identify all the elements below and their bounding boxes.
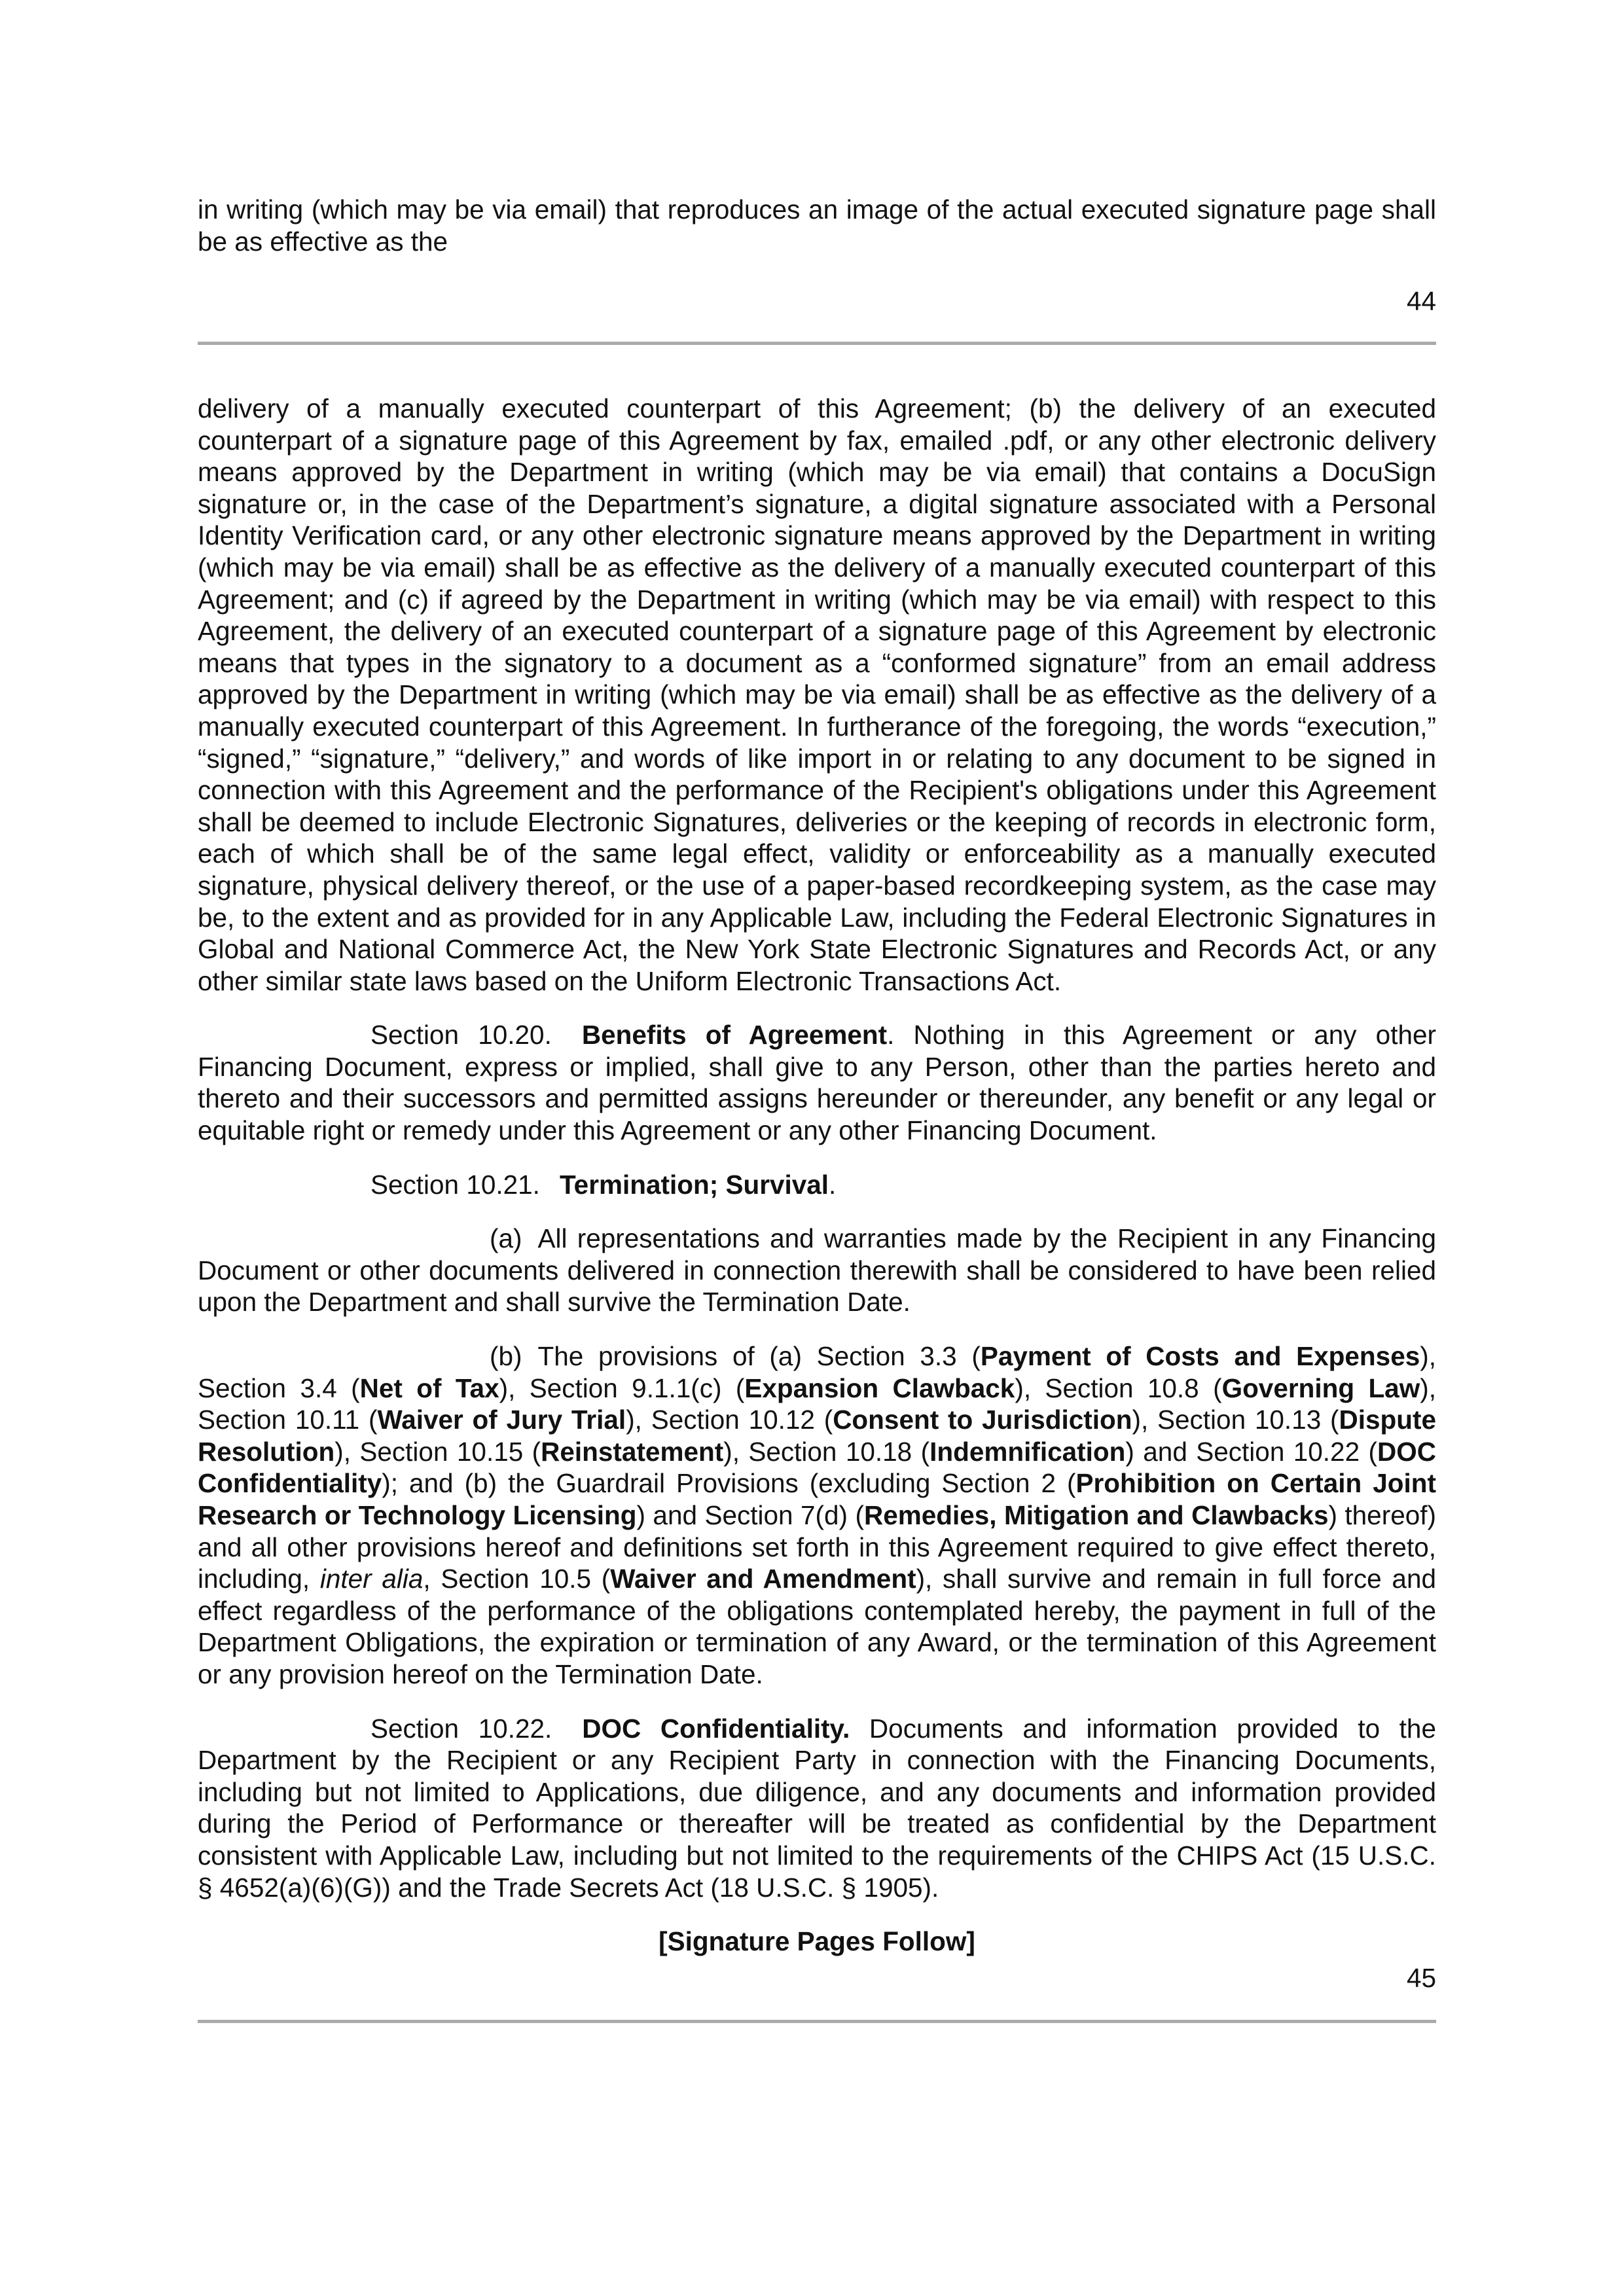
clause-b-text: ), Section 9.1.1(c) ( [499,1372,745,1403]
clause-b-bold: Reinstatement [541,1436,724,1467]
previous-page-fragment [198,194,1436,257]
page-number-45: 45 [1406,1963,1436,1993]
fragment-paragraph: in writing (which may be via email) that reproduces an image of the actual executed signature page shall be as effective as the [198,194,1436,257]
page-number-44: 44 [1406,286,1436,316]
clause-b-text: ), Section 3.4 ( [198,1341,1436,1403]
section-10-21-a [198,1223,1436,1318]
section-10-20-title: Benefits of Agreement [581,1020,888,1050]
clause-a-label: (a) [490,1223,522,1254]
clause-b-bold: Waiver and Amendment [610,1564,916,1594]
clause-b-text: ); and (b) the Guardrail Provisions (excluding Section 2 ( [382,1468,1076,1499]
clause-b-italic: inter alia [319,1564,424,1594]
clause-b-text: ), Section 10.8 ( [1015,1372,1222,1403]
clause-b-text: ) thereof) and all other provisions hereof and definitions set forth in this Agreement required to give effect thereto, including, [198,1500,1436,1594]
section-10-21-period: . [829,1169,837,1200]
clause-b-text: ), Section 10.18 ( [723,1436,930,1467]
page-divider-1 [198,342,1436,345]
section-10-22 [198,1713,1436,1904]
signature-pages-note: [Signature Pages Follow] [659,1926,975,1957]
clause-b-text: ), Section 10.11 ( [198,1372,1436,1435]
clause-b-bold: Remedies, Mitigation and Clawbacks [863,1500,1329,1530]
clause-b-text: ), Section 10.12 ( [626,1405,833,1435]
section-10-22-title: DOC Confidentiality. [582,1713,850,1744]
clause-b-text: The provisions of (a) Section 3.3 ( [537,1341,981,1372]
clause-b-bold: Dispute Resolution [198,1405,1437,1467]
clause-b-label: (b) [490,1341,522,1372]
clause-b-bold: Waiver of Jury Trial [377,1405,626,1435]
clause-b-bold: Prohibition on Certain Joint Research or Technology Licensing [198,1468,1437,1530]
section-10-21-heading [198,1169,1436,1201]
clause-b-text: ), Section 10.15 ( [334,1436,541,1467]
section-10-21-title: Termination; Survival [559,1169,829,1200]
section-10-20-label: Section 10.20. [370,1020,552,1050]
clause-b-text: ), shall survive and remain in full force and effect regardless of the performance of the obligations contemplated hereby, the payment in full of the Department Obligations, the expiration or termination of any Award, or the termination of this Agreement or any provision hereof on the Termination Date. [198,1564,1436,1689]
section-10-20-text: . Nothing in this Agreement or any other Financing Document, express or implied, shall give to any Person, other than the parties hereto and thereto and their successors and permitted assigns hereunder or thereunder, any benefit or any legal or equitable right or remedy under this Agreement or any other Financing Document. [198,1020,1436,1146]
clause-b-text: ) and Section 7(d) ( [636,1500,864,1530]
clause-b-bold: Net of Tax [359,1372,499,1403]
paragraph-counterpart-delivery: delivery of a manually executed counterpart of this Agreement; (b) the delivery of an executed counterpart of a signature page of this Agreement by fax, emailed .pdf, or any other electronic delivery means approved by the Department in writing (which may be via email) that contains a DocuSign signature or, in the case of the Department’s signature, a digital signature associated with a Personal Identity Verification card, or any other electronic signature means approved by the Department in writing (which may be via email) shall be as effective as the delivery of a manually executed counterpart of this Agreement; and (c) if agreed by the Department in writing (which may be via email) with respect to this Agreement, the delivery of an executed counterpart of a signature page of this Agreement by electronic means that types in the signatory to a document as a “conformed signature” from an email address approved by the Department in writing (which may be via email) shall be as effective as the delivery of a manually executed counterpart of this Agreement. In furtherance of the foregoing, the words “execution,” “signed,” “signature,” “delivery,” and words of like import in or relating to any document to be signed in connection with this Agreement and the performance of the Recipient's obligations under this Agreement shall be deemed to include Electronic Signatures, deliveries or the keeping of records in electronic form, each of which shall be of the same legal effect, validity or enforceability as a manually executed signature, physical delivery thereof, or the use of a paper-based recordkeeping system, as the case may be, to the extent and as provided for in any Applicable Law, including the Federal Electronic Signatures in Global and National Commerce Act, the New York State Electronic Signatures and Records Act, or any other similar state laws based on the Uniform Electronic Transactions Act. [198,393,1436,996]
clause-b-bold: Payment of Costs and Expenses [980,1341,1420,1372]
section-10-22-text: Documents and information provided to the Department by the Recipient or any Recipient Party in connection with the Financing Documents, including but not limited to Applications, due diligence, and any documents and information provided during the Period of Performance or thereafter will be treated as confidential by the Department consistent with Applicable Law, including but not limited to the requirements of the CHIPS Act (15 U.S.C. § 4652(a)(6)(G)) and the Trade Secrets Act (18 U.S.C. § 1905). [198,1713,1436,1903]
section-10-22-label: Section 10.22. [370,1713,552,1744]
clause-b-text: ), Section 10.13 ( [1132,1405,1339,1435]
page-divider-2 [198,2020,1436,2023]
clause-b-bold: Indemnification [929,1436,1126,1467]
section-10-21-label: Section 10.21. [370,1169,540,1200]
clause-b-bold: Governing Law [1221,1372,1420,1403]
clause-b-bold: Expansion Clawback [744,1372,1015,1403]
main-body [198,393,1436,1958]
section-10-21-b [198,1340,1436,1691]
section-10-20 [198,1019,1436,1146]
clause-b-bold: DOC Confidentiality [198,1436,1436,1499]
clause-b-bold: Consent to Jurisdiction [833,1405,1132,1435]
clause-a-text: All representations and warranties made by the Recipient in any Financing Document or other documents delivered in connection therewith shall be considered to have been relied upon the Department and shall survive the Termination Date. [198,1223,1436,1318]
clause-b-text: ) and Section 10.22 ( [1125,1436,1377,1467]
clause-b-text: , Section 10.5 ( [423,1564,611,1594]
